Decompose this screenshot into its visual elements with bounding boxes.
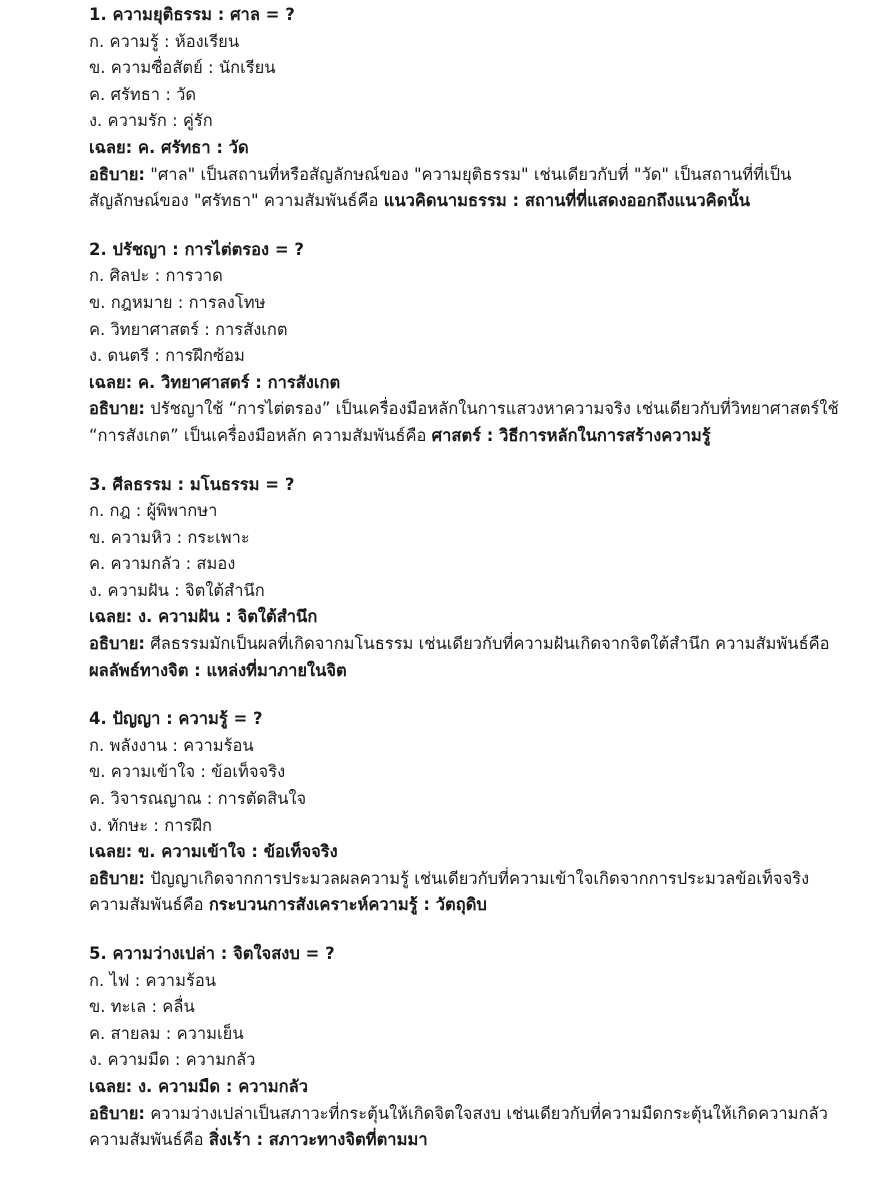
explanation-label: อธิบาย: [89,399,145,419]
answer-line: เฉลย: ค. วิทยาศาสตร์ : การสังเกต [89,372,341,392]
question-2 [89,237,839,450]
choice-c: ค. วิทยาศาสตร์ : การสังเกต [89,319,288,339]
choice-c: ค. ศรัทธา : วัด [89,84,197,104]
explanation-text: ปรัชญาใช้ “การไต่ตรอง” เป็นเครื่องมือหลักในการแสวงหาความจริง เช่นเดียวกับที่วิทยาศาสตร์ใช้ “การสังเกต” เป็นเครื่องมือหลัก ความสัมพันธ์คือ [89,399,839,445]
choice-b: ข. ความหิว : กระเพาะ [89,527,250,547]
answer-line: เฉลย: ค. ศรัทธา : วัด [89,137,249,157]
question-1 [89,2,839,215]
explanation [89,396,839,449]
explanation [89,631,839,684]
choice-d: ง. ความมืด : ความกลัว [89,1050,256,1070]
explanation [89,866,839,919]
explanation-relation: สิ่งเร้า : สภาวะทางจิตที่ตามมา [208,1130,428,1150]
choice-d: ง. ทักษะ : การฝึก [89,815,212,835]
question-4 [89,706,839,919]
choice-d: ง. ความรัก : คู่รัก [89,111,213,131]
choice-c: ค. ความกลัว : สมอง [89,554,236,574]
explanation-text: ศีลธรรมมักเป็นผลที่เกิดจากมโนธรรม เช่นเดียวกับที่ความฝันเกิดจากจิตใต้สำนึก ความสัมพันธ์คือ [145,634,830,654]
choice-a: ก. ศิลปะ : การวาด [89,266,223,286]
explanation [89,162,839,215]
choice-d: ง. ความฝัน : จิตใต้สำนึก [89,580,265,600]
answer-line: เฉลย: ข. ความเข้าใจ : ข้อเท็จจริง [89,842,338,862]
explanation-relation: กระบวนการสังเคราะห์ความรู้ : วัตถุดิบ [208,895,487,915]
choice-a: ก. พลังงาน : ความร้อน [89,735,254,755]
choice-b: ข. กฎหมาย : การลงโทษ [89,292,266,312]
answer-line: เฉลย: ง. ความมืด : ความกลัว [89,1076,309,1096]
question-title: 5. ความว่างเปล่า : จิตใจสงบ = ? [89,944,335,963]
explanation-label: อธิบาย: [89,1103,145,1123]
choice-b: ข. ความเข้าใจ : ข้อเท็จจริง [89,762,286,782]
explanation-relation: แนวคิดนามธรรม : สถานที่ที่แสดงออกถึงแนวคิดนั้น [383,191,750,211]
explanation-text: ความว่างเปล่าเป็นสภาวะที่กระตุ้นให้เกิดจิตใจสงบ เช่นเดียวกับที่ความมืดกระตุ้นให้เกิดความกลัว ความสัมพันธ์คือ [89,1103,828,1150]
explanation-label: อธิบาย: [89,868,145,888]
explanation-relation: ศาสตร์ : วิธีการหลักในการสร้างความรู้ [431,425,711,445]
question-3 [89,472,839,685]
explanation-label: อธิบาย: [89,634,145,654]
explanation [89,1101,839,1154]
question-title: 3. ศีลธรรม : มโนธรรม = ? [89,474,295,494]
choice-b: ข. ความซื่อสัตย์ : นักเรียน [89,58,276,78]
question-title: 4. ปัญญา : ความรู้ = ? [89,709,263,729]
explanation-text: "ศาล" เป็นสถานที่หรือสัญลักษณ์ของ "ความยุติธรรม" เช่นเดียวกับที่ "วัด" เป็นสถานที่ที่เป็นสัญลักษณ์ของ "ศรัทธา" ความสัมพันธ์คือ [89,164,792,211]
explanation-text: ปัญญาเกิดจากการประมวลผลความรู้ เช่นเดียวกับที่ความเข้าใจเกิดจากการประมวลข้อเท็จจริง ความสัมพันธ์คือ [89,868,810,915]
choice-c: ค. สายลม : ความเย็น [89,1023,244,1043]
answer-line: เฉลย: ง. ความฝัน : จิตใต้สำนึก [89,607,318,627]
explanation-label: อธิบาย: [89,164,145,184]
choice-b: ข. ทะเล : คลื่น [89,997,195,1017]
choice-a: ก. ความรู้ : ห้องเรียน [89,31,240,51]
choice-a: ก. ไฟ : ความร้อน [89,970,217,990]
question-title: 1. ความยุติธรรม : ศาล = ? [89,5,295,24]
question-title: 2. ปรัชญา : การไต่ตรอง = ? [89,239,304,259]
question-5 [89,941,839,1154]
explanation-relation: ผลลัพธ์ทางจิต : แหล่งที่มาภายในจิต [89,660,347,680]
choice-a: ก. กฎ : ผู้พิพากษา [89,501,218,521]
choice-c: ค. วิจารณญาณ : การตัดสินใจ [89,789,307,809]
choice-d: ง. ดนตรี : การฝึกซ้อม [89,346,245,366]
